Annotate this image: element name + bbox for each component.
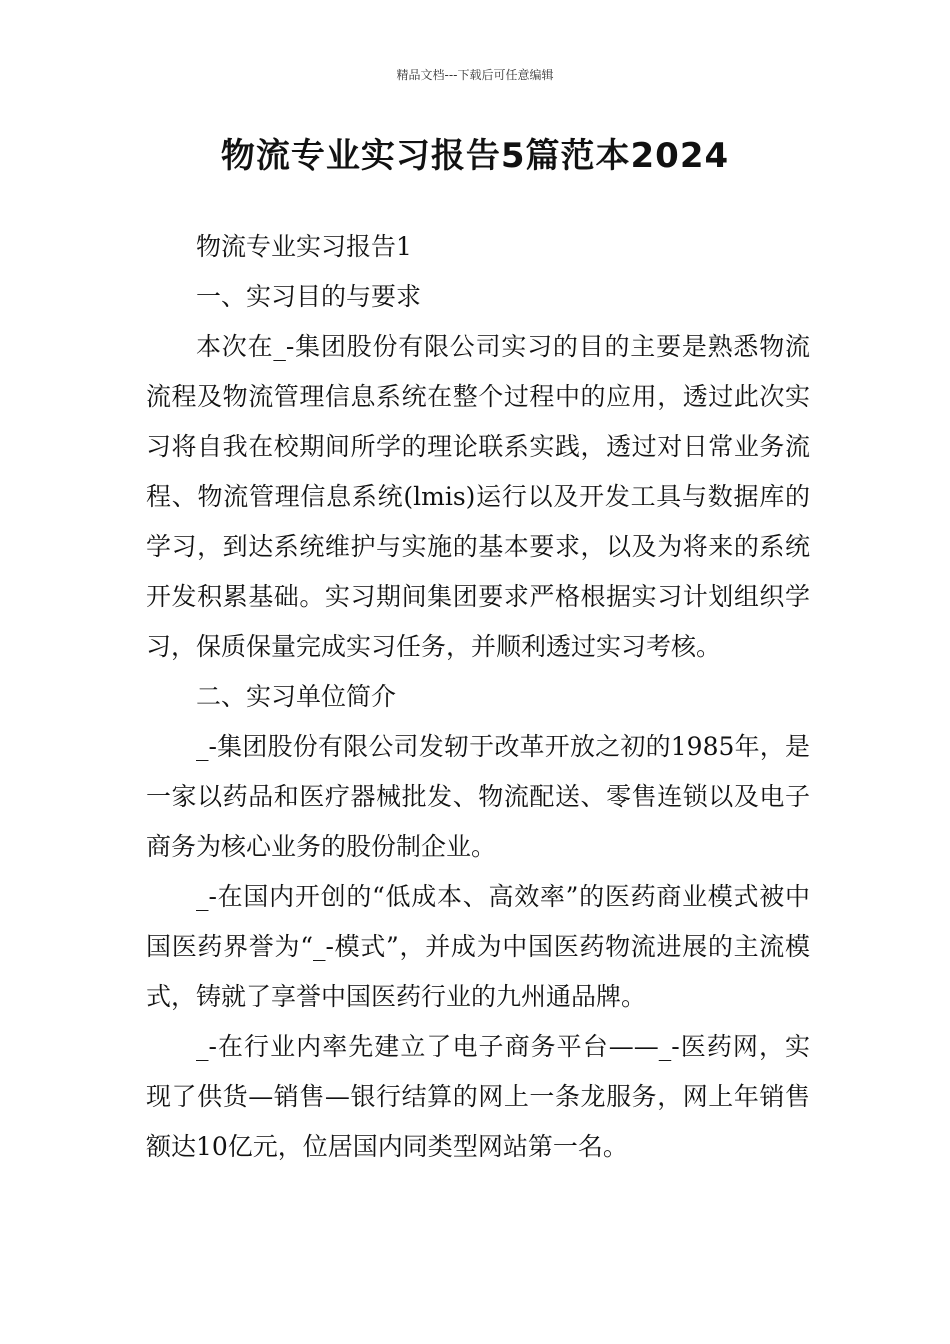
document-title: 物流专业实习报告5篇范本2024 (220, 136, 730, 176)
report-heading: 物流专业实习报告1 (196, 232, 412, 261)
paragraph-business-model: _-在国内开创的“低成本、高效率”的医药商业模式被中国医药界誉为“_-模式”，并成为中国医药物流进展的主流模式，铸就了享誉中国医药行业的九州通品牌。 (146, 882, 810, 1011)
paragraph-purpose: 本次在_-集团股份有限公司实习的目的主要是熟悉物流流程及物流管理信息系统在整个过程中的应用，透过此次实习将自我在校期间所学的理论联系实践，透过对日常业务流程、物流管理信息系统(lmis)运行以及开发工具与数据库的学习，到达系统维护与实施的基本要求，以及为将来的系统开发积累基础。实习期间集团要求严格根据实习计划组织学习，保质保量完成实习任务，并顺利透过实习考核。 (146, 332, 810, 661)
section-heading-company: 二、实习单位简介 (196, 682, 397, 711)
section-heading-purpose: 一、实习目的与要求 (196, 282, 422, 311)
paragraph-company-intro: _-集团股份有限公司发轫于改革开放之初的1985年，是一家以药品和医疗器械批发、物流配送、零售连锁以及电子商务为核心业务的股份制企业。 (146, 732, 810, 861)
header-note: 精品文档---下载后可任意编辑 (396, 68, 554, 82)
document-body (146, 222, 810, 1172)
paragraph-ecommerce: _-在行业内率先建立了电子商务平台——_-医药网，实现了供货—销售—银行结算的网上一条龙服务，网上年销售额达10亿元，位居国内同类型网站第一名。 (146, 1032, 810, 1161)
